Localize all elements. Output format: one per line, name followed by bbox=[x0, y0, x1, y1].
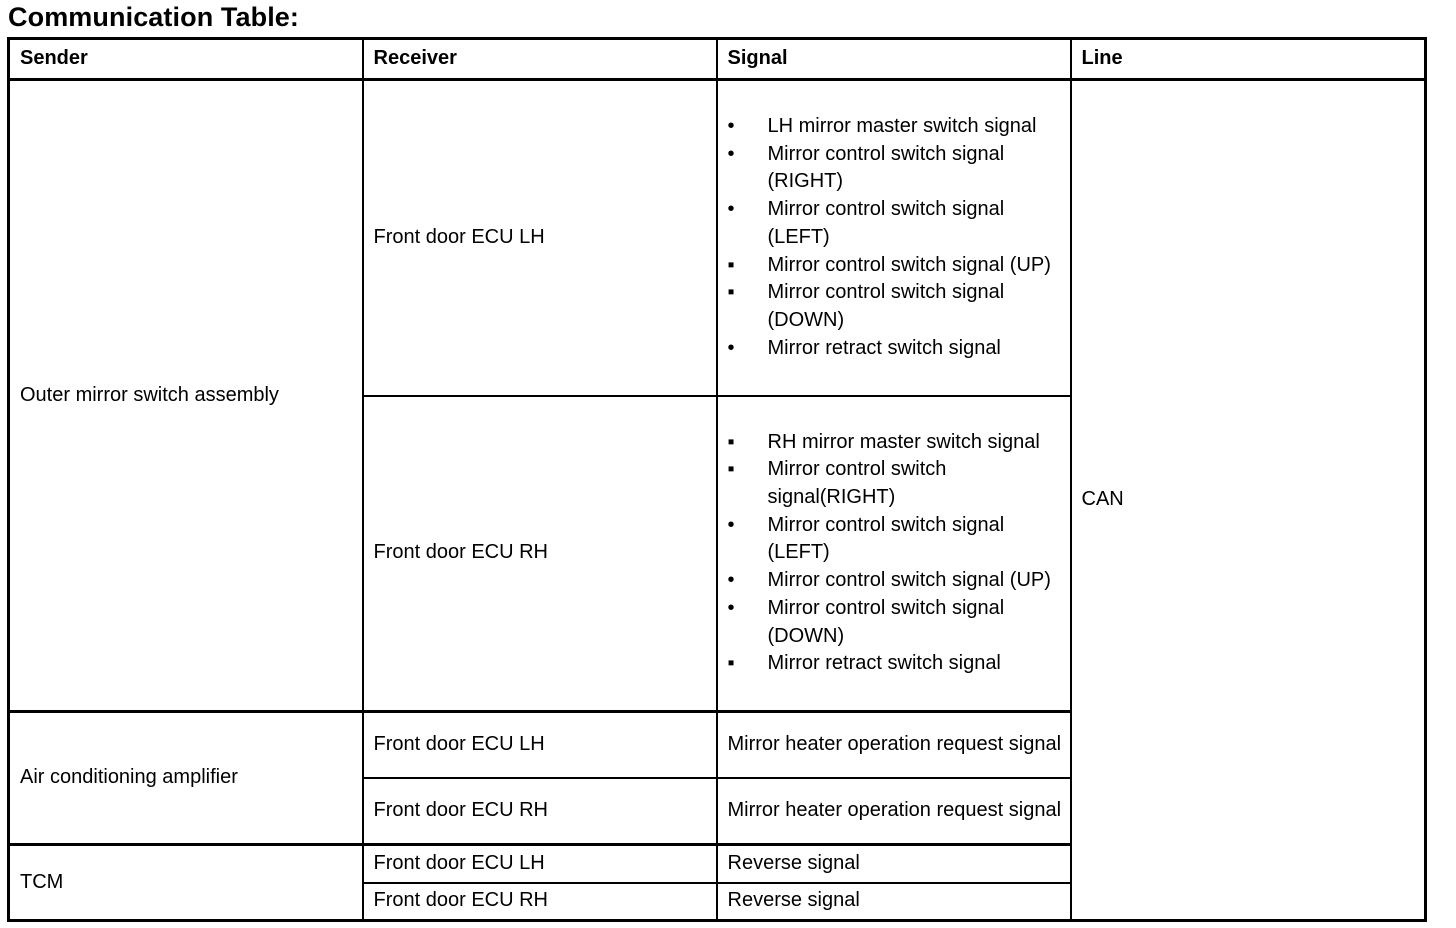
signal-cell bbox=[717, 396, 1071, 712]
bullet-icon: • bbox=[727, 336, 735, 359]
signal-list bbox=[728, 429, 1064, 678]
signal-text: Mirror control switch signal (UP) bbox=[767, 253, 1051, 276]
signal-cell: Reverse signal bbox=[717, 845, 1071, 883]
signal-text: Mirror control switch signal (LEFT) bbox=[767, 198, 1005, 248]
signal-text: Mirror retract switch signal bbox=[767, 652, 1001, 675]
signal-text: RH mirror master switch signal bbox=[767, 430, 1040, 453]
bullet-icon: • bbox=[727, 115, 735, 138]
header-line: Line bbox=[1071, 39, 1426, 80]
bullet-icon: • bbox=[727, 198, 735, 221]
communication-table bbox=[7, 37, 1427, 922]
page-title: Communication Table: bbox=[8, 2, 300, 32]
receiver-cell: Front door ECU RH bbox=[363, 396, 717, 712]
signal-cell: Mirror heater operation request signal bbox=[717, 712, 1071, 778]
receiver-cell: Front door ECU LH bbox=[363, 80, 717, 396]
signal-text: LH mirror master switch signal bbox=[767, 115, 1037, 138]
list-item bbox=[728, 567, 1064, 595]
signal-text: Mirror control switch signal(RIGHT) bbox=[767, 458, 947, 508]
list-item bbox=[728, 252, 1064, 280]
sender-cell: Outer mirror switch assembly bbox=[9, 80, 363, 712]
header-sender: Sender bbox=[9, 39, 363, 80]
receiver-cell: Front door ECU LH bbox=[363, 845, 717, 883]
bullet-icon: ▪ bbox=[727, 253, 735, 276]
signal-cell: Reverse signal bbox=[717, 883, 1071, 921]
table-header-row bbox=[9, 39, 1426, 80]
receiver-cell: Front door ECU LH bbox=[363, 712, 717, 778]
signal-cell bbox=[717, 80, 1071, 396]
sender-cell: Air conditioning amplifier bbox=[9, 712, 363, 845]
bullet-icon: ▪ bbox=[727, 281, 735, 304]
header-receiver: Receiver bbox=[363, 39, 717, 80]
signal-text: Mirror control switch signal (LEFT) bbox=[767, 513, 1005, 564]
list-item bbox=[728, 196, 1064, 251]
table-row bbox=[9, 80, 1426, 396]
list-item bbox=[728, 429, 1064, 457]
list-item bbox=[728, 512, 1064, 567]
bullet-icon: • bbox=[727, 569, 735, 592]
receiver-cell: Front door ECU RH bbox=[363, 883, 717, 921]
signal-text: Mirror control switch signal (RIGHT) bbox=[767, 142, 1005, 193]
signal-list bbox=[728, 113, 1064, 362]
list-item bbox=[728, 456, 1064, 511]
sender-cell: TCM bbox=[9, 845, 363, 921]
list-item bbox=[728, 595, 1064, 650]
bullet-icon: ▪ bbox=[727, 458, 735, 481]
line-cell: CAN bbox=[1071, 80, 1426, 921]
header-signal: Signal bbox=[717, 39, 1071, 80]
list-item bbox=[728, 113, 1064, 141]
list-item bbox=[728, 279, 1064, 334]
list-item bbox=[728, 141, 1064, 196]
signal-text: Mirror control switch signal (UP) bbox=[767, 569, 1051, 592]
receiver-cell: Front door ECU RH bbox=[363, 778, 717, 845]
list-item bbox=[728, 650, 1064, 678]
bullet-icon: • bbox=[727, 513, 735, 536]
signal-text: Mirror control switch signal (DOWN) bbox=[767, 281, 1005, 331]
bullet-icon: • bbox=[727, 596, 735, 619]
bullet-icon: ▪ bbox=[727, 430, 735, 453]
bullet-icon: ▪ bbox=[727, 652, 735, 675]
signal-text: Mirror control switch signal (DOWN) bbox=[767, 596, 1005, 647]
bullet-icon: • bbox=[727, 142, 735, 165]
list-item bbox=[728, 335, 1064, 363]
signal-cell: Mirror heater operation request signal bbox=[717, 778, 1071, 845]
signal-text: Mirror retract switch signal bbox=[767, 336, 1001, 359]
